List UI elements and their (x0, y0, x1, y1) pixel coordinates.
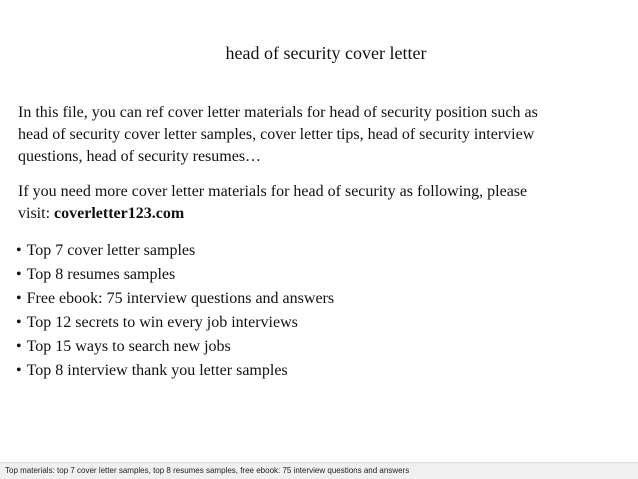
list-item (16, 335, 334, 359)
site-link[interactable]: coverletter123.com (54, 205, 185, 222)
materials-list (16, 239, 334, 383)
page-title: head of security cover letter (225, 43, 427, 63)
list-item (16, 287, 334, 311)
intro-line: In this file, you can ref cover letter materials for head of security position such as (18, 104, 538, 121)
list-item-label: Top 15 ways to search new jobs (26, 338, 231, 355)
list-item-label: Top 8 interview thank you letter samples (26, 362, 288, 379)
more-materials-line: If you need more cover letter materials for head of security as following, please (18, 183, 528, 200)
bullet-icon: • (16, 266, 22, 283)
intro-paragraph (18, 102, 618, 168)
bullet-icon: • (16, 338, 22, 355)
more-materials-paragraph (18, 181, 618, 225)
list-item (16, 311, 334, 335)
list-item-label: Free ebook: 75 interview questions and answers (26, 290, 335, 307)
visit-prefix: visit: (18, 205, 55, 222)
list-item-label: Top 8 resumes samples (26, 266, 176, 283)
bullet-icon: • (16, 290, 22, 307)
list-item (16, 263, 334, 287)
bullet-icon: • (16, 242, 22, 259)
intro-line: head of security cover letter samples, cover letter tips, head of security interview (18, 126, 535, 143)
list-item-label: Top 12 secrets to win every job interviews (26, 314, 298, 331)
list-item-label: Top 7 cover letter samples (26, 242, 196, 259)
footer-bar (0, 462, 638, 479)
list-item (16, 359, 334, 383)
visit-line (18, 203, 618, 225)
bullet-icon: • (16, 314, 22, 331)
bullet-icon: • (16, 362, 22, 379)
intro-line: questions, head of security resumes… (18, 148, 262, 165)
list-item (16, 239, 334, 263)
footer-text: Top materials: top 7 cover letter samples, top 8 resumes samples, free ebook: 75 interview questions and answers (5, 466, 410, 475)
